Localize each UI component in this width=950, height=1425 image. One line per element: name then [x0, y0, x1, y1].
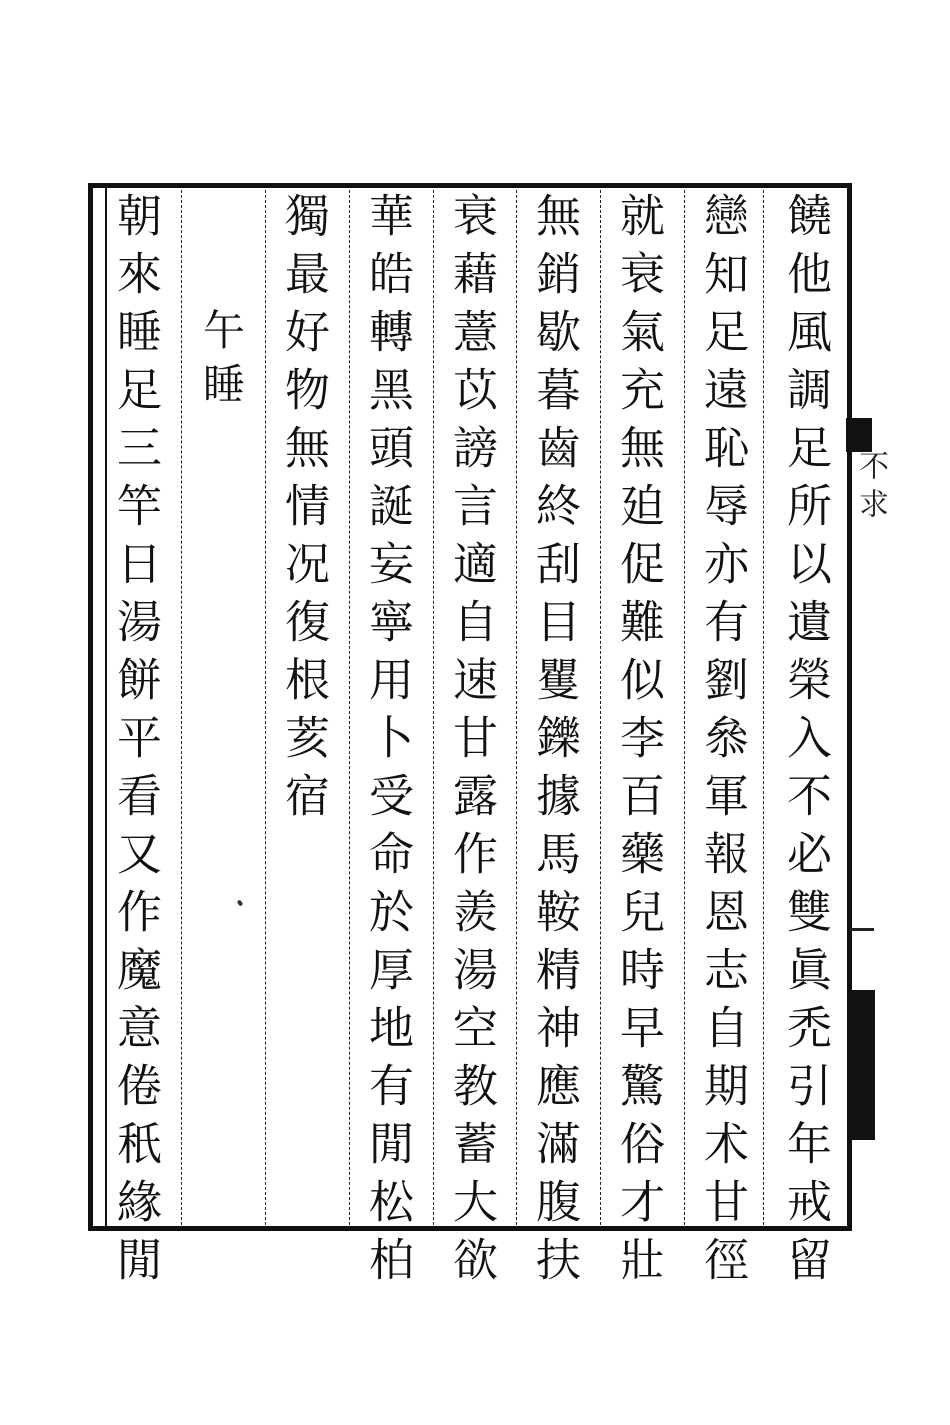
- text-column-7: 獨最好物無情况復根荄宿: [277, 192, 330, 830]
- text-column-3: 就衰氣充無廹促難似李百藥兒時早驚俗才壯: [612, 192, 665, 1294]
- text-column-4: 無銷歇暮齒終刮目矍鑠據馬鞍精神應滿腹扶: [528, 192, 581, 1294]
- edge-bar: [851, 990, 875, 1140]
- column-rule: [349, 190, 350, 1225]
- edge-text: 不求: [853, 450, 888, 526]
- column-rule: [181, 190, 182, 1225]
- text-column-2: 戀知足遠恥辱亦有劉叅軍報恩志自期术甘徑: [696, 192, 749, 1294]
- fishtail-mark: [846, 418, 872, 452]
- column-rule: [684, 190, 685, 1225]
- column-rule: [433, 190, 434, 1225]
- column-rule: [763, 190, 764, 1225]
- column-rule: [265, 190, 266, 1225]
- inner-border-line: [105, 188, 107, 1226]
- text-column-6: 華皓轉黑頭誕妄寧用卜受命於厚地有閒松柏: [361, 192, 414, 1294]
- text-column-9: 朝來睡足三竿日湯餅平看又作魔意倦秖緣閒: [109, 192, 162, 1294]
- edge-tick: [850, 928, 874, 931]
- column-rule: [516, 190, 517, 1225]
- text-column-1: 饒他風調足所以遺榮入不必雙眞禿引年戒留: [779, 192, 832, 1294]
- text-column-5: 衰藉薏苡謗言適自速甘露作羨湯空教蓄大欲: [445, 192, 498, 1294]
- poem-title: 午睡: [197, 308, 246, 416]
- column-rule: [600, 190, 601, 1225]
